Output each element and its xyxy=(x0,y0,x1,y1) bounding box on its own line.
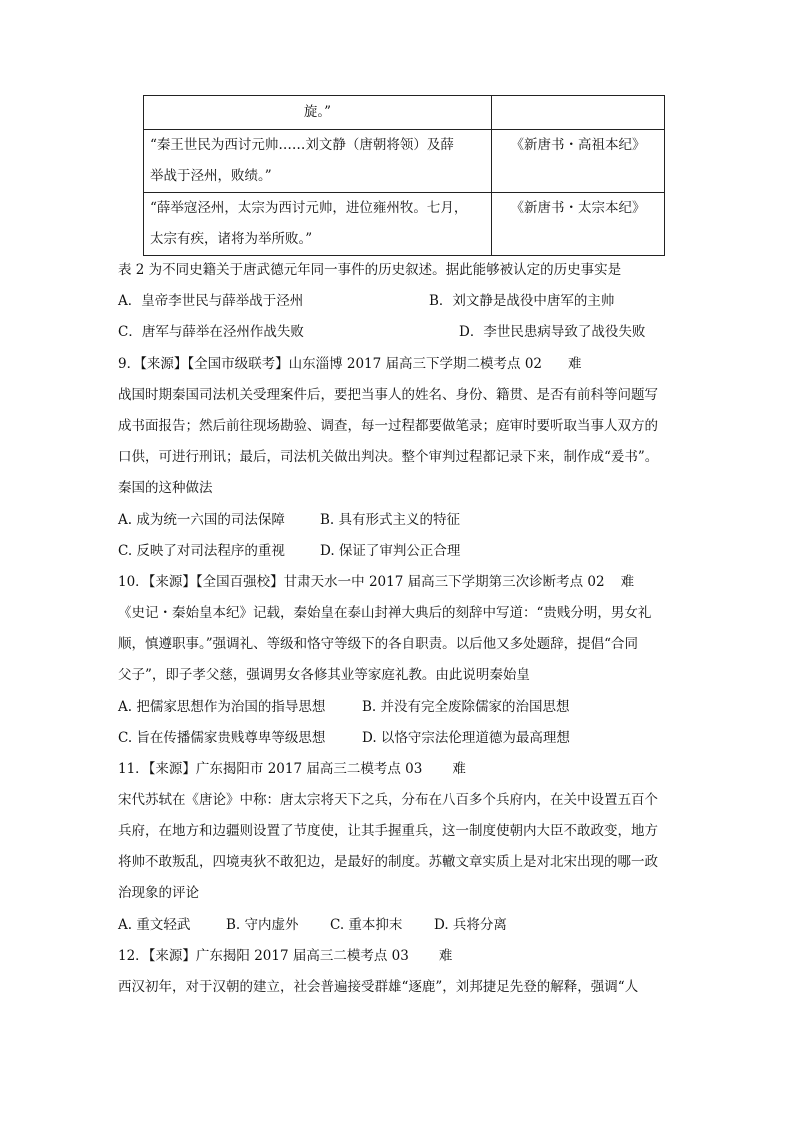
table-cell-source xyxy=(492,193,665,256)
q11-stem-line: 宋代苏轼在《唐论》中称：唐太宗将天下之兵，分布在八百多个兵府内，在关中设置五百个 xyxy=(118,792,658,808)
q10-option-c: C. 旨在传播儒家贵贱尊卑等级思想 xyxy=(118,730,326,746)
q8-stem: 表 2 为不同史籍关于唐武德元年同一事件的历史叙述。据此能够被认定的历史事实是 xyxy=(118,262,622,278)
table-cell-source xyxy=(492,130,665,193)
table-cell-text xyxy=(144,96,492,130)
q11-stem-line: 治现象的评论 xyxy=(118,885,199,901)
table-cell-text xyxy=(144,130,492,193)
cell-line: 旋。” xyxy=(303,104,332,120)
q10-source: 10．【来源】【全国百强校】甘肃天水一中 2017 届高三下学期第三次诊断考点 02 xyxy=(118,574,605,590)
q8-option-b: B．刘文静是战役中唐军的主帅 xyxy=(429,293,615,309)
q9-stem-line: 秦国的这种做法 xyxy=(118,480,213,496)
cell-source xyxy=(492,96,664,129)
q9-stem-line: 成书面报告；然后前往现场勘验、调查，每一过程都要做笔录；庭审时要听取当事人双方的 xyxy=(118,418,658,434)
q12-source: 12．【来源】广东揭阳 2017 届高三二模考点 03 xyxy=(118,948,409,964)
cell-source: 《新唐书・太宗本纪》 xyxy=(510,200,646,216)
q11-option-c: C. 重本抑末 xyxy=(330,917,403,933)
q9-stem-line: 战国时期秦国司法机关受理案件后，要把当事人的姓名、身份、籍贯、是否有前科等问题写 xyxy=(118,387,658,403)
q11-option-a: A. 重文轻武 xyxy=(118,917,191,933)
q10-header xyxy=(118,570,634,594)
q11-header xyxy=(118,757,466,781)
q8-option-c: C．唐军与薛举在泾州作战失败 xyxy=(118,324,304,340)
q8-option-d: D．李世民患病导致了战役失败 xyxy=(459,324,646,340)
q10-stem-line: 顺，慎遵职事。”强调礼、等级和恪守等级下的各自职责。以后他又多处题辞，提倡“合同 xyxy=(118,636,639,652)
q11-option-d: D. 兵将分离 xyxy=(434,917,507,933)
table-cell-source xyxy=(492,96,665,130)
table-cell-text xyxy=(144,193,492,256)
cell-line: 太宗有疾，诸将为举所败。” xyxy=(150,231,313,247)
q9-option-c: C. 反映了对司法程序的重视 xyxy=(118,543,285,559)
cell-line: “薛举寇泾州，太宗为西讨元帅，进位雍州牧。七月， xyxy=(150,200,468,216)
table-row xyxy=(144,96,665,130)
q9-option-d: D. 保证了审判公正合理 xyxy=(320,543,461,559)
history-sources-table xyxy=(143,95,665,256)
table-row xyxy=(144,130,665,193)
q9-header xyxy=(118,352,582,376)
q9-difficulty: 难 xyxy=(568,356,582,372)
q12-difficulty: 难 xyxy=(438,948,453,964)
cell-line: “秦王世民为西讨元帅……刘文静（唐朝将领）及薛 xyxy=(150,137,454,153)
q11-stem-line: 将帅不敢叛乱，四境夷狄不敢犯边，是最好的制度。苏轍文章实质上是对北宋出现的哪一政 xyxy=(118,854,658,870)
table-row xyxy=(144,193,665,256)
q10-option-d: D. 以恪守宗法伦理道德为最高理想 xyxy=(362,730,570,746)
q10-option-a: A. 把儒家思想作为治国的指导思想 xyxy=(118,699,326,715)
q11-difficulty: 难 xyxy=(452,761,466,777)
q8-option-a: A．皇帝李世民与薛举战于泾州 xyxy=(118,293,304,309)
q9-option-a: A. 成为统一六国的司法保障 xyxy=(118,512,285,528)
q10-difficulty: 难 xyxy=(620,574,635,590)
q11-source: 11．【来源】广东揭阳市 2017 届高三二模考点 03 xyxy=(118,761,423,777)
cell-source: 《新唐书・高祖本纪》 xyxy=(510,137,646,153)
q10-stem-line: 《史记・秦始皇本纪》记载，秦始皇在泰山封禅大典后的刻辞中写道：“贵贱分明，男女礼 xyxy=(118,605,652,621)
q12-header xyxy=(118,944,452,968)
q10-option-b: B. 并没有完全废除儒家的治国思想 xyxy=(362,699,570,715)
q10-stem-line: 父子”，即子孝父慈，强调男女各修其业等家庭礼教。由此说明秦始皇 xyxy=(118,667,530,683)
q9-source: 9．【来源】【全国市级联考】山东淄博 2017 届高三下学期二模考点 02 xyxy=(118,356,542,372)
q9-option-b: B. 具有形式主义的特征 xyxy=(320,512,461,528)
q12-stem-line: 西汉初年，对于汉朝的建立，社会普遍接受群雄“逐鹿”，刘邦捷足先登的解释，强调“人 xyxy=(118,979,639,995)
q11-option-b: B. 守内虚外 xyxy=(226,917,299,933)
q9-stem-line: 口供，可进行刑讯；最后，司法机关做出判决。整个审判过程都记录下来，制作成“爰书”。 xyxy=(118,449,659,465)
cell-line: 举战于泾州，败绩。” xyxy=(150,168,272,184)
q11-stem-line: 兵府，在地方和边疆则设置了节度使，让其手握重兵，这一制度使朝内大臣不敢政变，地方 xyxy=(118,823,658,839)
